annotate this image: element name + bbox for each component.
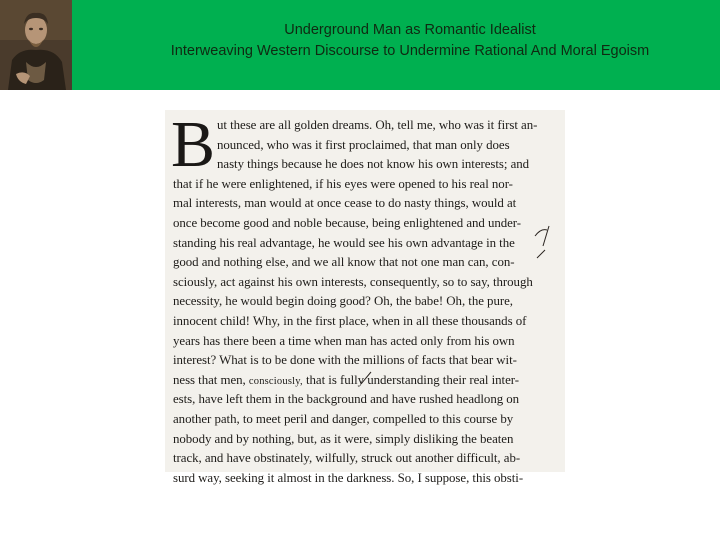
text-line: interest? What is to be done with the millions of facts that bear wit- [173, 353, 517, 368]
title-line-2: Interweaving Western Discourse to Undermine Rational And Moral Egoism [170, 43, 650, 59]
text-line: nobody and by nothing, but, as it were, simply disliking the beaten [173, 431, 514, 446]
drop-cap: B [171, 108, 216, 181]
text-fragment: that is fully understanding their real inter- [306, 372, 519, 387]
title-line-1: Underground Man as Romantic Idealist [284, 22, 536, 38]
text-line: that if he were enlightened, if his eyes were opened to his real nor- [173, 176, 513, 191]
text-line: ests, have left them in the background and have rushed headlong on [173, 392, 520, 407]
slide-title [110, 20, 710, 62]
text-line: track, and have obstinately, wilfully, struck out another difficult, ab- [173, 451, 521, 466]
book-page-scan [165, 108, 565, 485]
text-line: nounced, who was it first proclaimed, that man only does [217, 137, 510, 152]
dostoevsky-portrait-icon [0, 0, 72, 90]
text-fragment-small: consciously, [248, 375, 303, 387]
text-line: standing his real advantage, he would see his own advantage in the [173, 235, 515, 250]
text-line: mal interests, man would at once cease to do nasty things, would at [173, 196, 517, 211]
text-line: sciously, act against his own interests, consequently, so to say, through [173, 274, 533, 289]
text-fragment: ness that men, [173, 372, 246, 387]
text-line: nasty things because he does not know his own interests; and [217, 157, 530, 172]
pen-annotation-marks [165, 110, 565, 472]
text-line: necessity, he would begin doing good? Oh, the babe! Oh, the pure, [173, 294, 513, 309]
text-line: years has there been a time when man has acted only from his own [173, 333, 515, 348]
text-line: innocent child! Why, in the first place, when in all these thousands of [173, 313, 527, 328]
text-line: surd way, seeking it almost in the darkness. So, I suppose, this obsti- [173, 470, 524, 485]
text-line: another path, to meet peril and danger, compelled to this course by [173, 411, 514, 426]
text-line: good and nothing else, and we all know that not one man can, con- [173, 255, 515, 270]
header-banner [0, 0, 720, 90]
text-line: ut these are all golden dreams. Oh, tell me, who was it first an- [217, 118, 538, 132]
text-line: once become good and noble because, being enlightened and under- [173, 215, 522, 230]
